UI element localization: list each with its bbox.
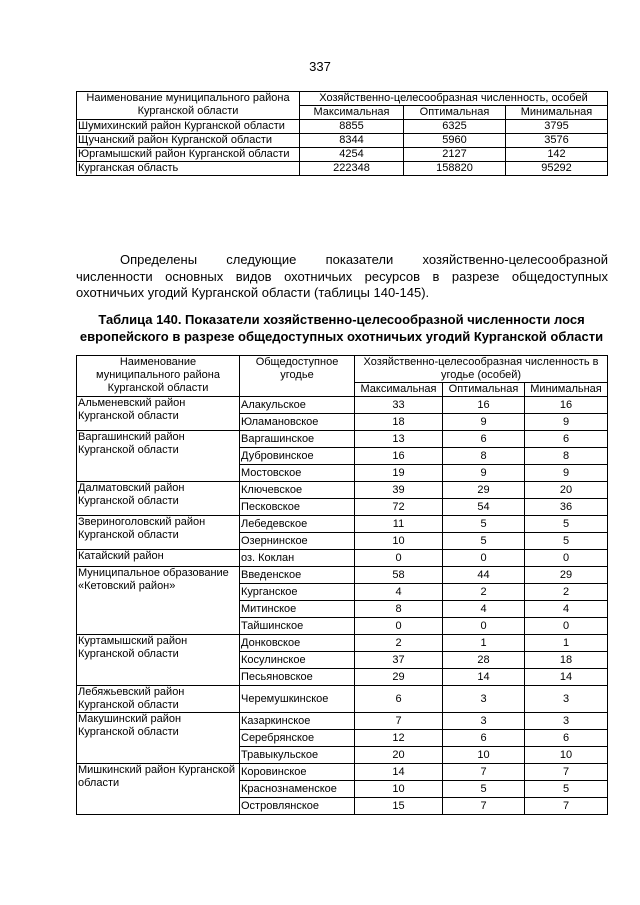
value-opt: 54 [443, 499, 525, 516]
value-max: 8344 [300, 134, 404, 148]
table-row [77, 713, 608, 730]
table-row [77, 148, 608, 162]
value-max: 15 [355, 798, 443, 815]
value-max: 7 [355, 713, 443, 730]
value-opt: 1 [443, 635, 525, 652]
value-min: 6 [525, 431, 608, 448]
value-max: 29 [355, 669, 443, 686]
value-max: 20 [355, 747, 443, 764]
value-opt: 7 [443, 798, 525, 815]
value-min: 16 [525, 397, 608, 414]
value-max: 6 [355, 686, 443, 713]
value-min: 5 [525, 781, 608, 798]
value-max: 8855 [300, 120, 404, 134]
value-min: 7 [525, 764, 608, 781]
table-row [77, 567, 608, 584]
value-min: 3 [525, 713, 608, 730]
value-min: 1 [525, 635, 608, 652]
land-name: оз. Коклан [240, 550, 355, 567]
land-name: Травыкульское [240, 747, 355, 764]
value-min: 36 [525, 499, 608, 516]
land-name: Введенское [240, 567, 355, 584]
land-name: Песьяновское [240, 669, 355, 686]
value-opt: 29 [443, 482, 525, 499]
header-land: Общедоступное угодье [240, 356, 355, 397]
value-opt: 8 [443, 448, 525, 465]
value-min: 3795 [506, 120, 608, 134]
value-opt: 5960 [404, 134, 506, 148]
value-opt: 4 [443, 601, 525, 618]
value-max: 11 [355, 516, 443, 533]
value-min: 8 [525, 448, 608, 465]
table-row [77, 397, 608, 414]
value-max: 37 [355, 652, 443, 669]
value-opt: 0 [443, 550, 525, 567]
value-min: 9 [525, 465, 608, 482]
district-name: Муниципальное образование «Кетовский район» [77, 567, 240, 635]
table-row [77, 120, 608, 134]
header-number: Хозяйственно-целесообразная численность, особей [300, 92, 608, 106]
header-max: Максимальная [300, 106, 404, 120]
table-row [77, 516, 608, 533]
district-name: Мишкинский район Курганской области [77, 764, 240, 815]
district-name: Лебяжьевский район Курганской области [77, 686, 240, 713]
value-max: 13 [355, 431, 443, 448]
table-row [77, 482, 608, 499]
district-name: Шумихинский район Курганской области [77, 120, 300, 134]
header-min: Минимальная [525, 383, 608, 397]
value-max: 58 [355, 567, 443, 584]
header-opt: Оптимальная [404, 106, 506, 120]
value-opt: 5 [443, 516, 525, 533]
value-opt: 16 [443, 397, 525, 414]
district-name: Варгашинский район Курганской области [77, 431, 240, 482]
district-name: Альменевский район Курганской области [77, 397, 240, 431]
value-opt: 9 [443, 414, 525, 431]
value-opt: 6325 [404, 120, 506, 134]
value-min: 7 [525, 798, 608, 815]
land-name: Тайшинское [240, 618, 355, 635]
land-name: Алакульское [240, 397, 355, 414]
value-max: 2 [355, 635, 443, 652]
value-opt: 6 [443, 730, 525, 747]
land-name: Казаркинское [240, 713, 355, 730]
value-opt: 5 [443, 781, 525, 798]
table-row [77, 431, 608, 448]
value-min: 2 [525, 584, 608, 601]
land-name: Коровинское [240, 764, 355, 781]
land-name: Юламановское [240, 414, 355, 431]
table-row [77, 686, 608, 713]
value-min: 18 [525, 652, 608, 669]
value-max: 16 [355, 448, 443, 465]
value-min: 10 [525, 747, 608, 764]
value-max: 72 [355, 499, 443, 516]
intro-paragraph: Определены следующие показатели хозяйственно-целесообразной численности основных видов охотничьих ресурсов в разрезе общедоступных охотничьих угодий Курганской области (таблицы 140-145). [76, 252, 608, 300]
land-name: Ключевское [240, 482, 355, 499]
value-min: 14 [525, 669, 608, 686]
value-opt: 5 [443, 533, 525, 550]
land-name: Варгашинское [240, 431, 355, 448]
value-opt: 10 [443, 747, 525, 764]
header-district: Наименование муниципального района Курганской области [77, 356, 240, 397]
value-opt: 9 [443, 465, 525, 482]
value-opt: 158820 [404, 162, 506, 176]
value-max: 18 [355, 414, 443, 431]
value-opt: 2 [443, 584, 525, 601]
value-max: 14 [355, 764, 443, 781]
header-district: Наименование муниципального района Курганской области [77, 92, 300, 120]
moose-table [76, 355, 608, 815]
header-number: Хозяйственно-целесообразная численность в угодье (особей) [355, 356, 608, 383]
table-row [77, 764, 608, 781]
value-max: 39 [355, 482, 443, 499]
value-min: 0 [525, 618, 608, 635]
page-number: 337 [309, 59, 331, 74]
value-min: 20 [525, 482, 608, 499]
table-row [77, 134, 608, 148]
district-name: Куртамышский район Курганской области [77, 635, 240, 686]
value-min: 3 [525, 686, 608, 713]
value-max: 19 [355, 465, 443, 482]
value-max: 4254 [300, 148, 404, 162]
value-opt: 7 [443, 764, 525, 781]
land-name: Серебрянское [240, 730, 355, 747]
table-row [77, 635, 608, 652]
district-name: Курганская область [77, 162, 300, 176]
table-row [77, 162, 608, 176]
value-min: 5 [525, 516, 608, 533]
value-min: 6 [525, 730, 608, 747]
district-name: Звериноголовский район Курганской области [77, 516, 240, 550]
table-row [77, 550, 608, 567]
value-opt: 3 [443, 713, 525, 730]
value-max: 8 [355, 601, 443, 618]
district-name: Макушинский район Курганской области [77, 713, 240, 764]
land-name: Курганское [240, 584, 355, 601]
value-min: 5 [525, 533, 608, 550]
value-opt: 44 [443, 567, 525, 584]
district-name: Щучанский район Курганской области [77, 134, 300, 148]
value-opt: 14 [443, 669, 525, 686]
value-min: 95292 [506, 162, 608, 176]
land-name: Песковское [240, 499, 355, 516]
district-name: Катайский район [77, 550, 240, 567]
header-opt: Оптимальная [443, 383, 525, 397]
district-name: Далматовский район Курганской области [77, 482, 240, 516]
land-name: Донковское [240, 635, 355, 652]
value-min: 29 [525, 567, 608, 584]
value-opt: 3 [443, 686, 525, 713]
value-max: 12 [355, 730, 443, 747]
value-min: 3576 [506, 134, 608, 148]
value-max: 222348 [300, 162, 404, 176]
value-max: 33 [355, 397, 443, 414]
land-name: Митинское [240, 601, 355, 618]
value-opt: 28 [443, 652, 525, 669]
land-name: Дубровинское [240, 448, 355, 465]
land-name: Озернинское [240, 533, 355, 550]
value-max: 0 [355, 550, 443, 567]
value-opt: 2127 [404, 148, 506, 162]
value-max: 10 [355, 781, 443, 798]
value-min: 4 [525, 601, 608, 618]
land-name: Черемушкинское [240, 686, 355, 713]
value-max: 4 [355, 584, 443, 601]
value-min: 142 [506, 148, 608, 162]
land-name: Косулинское [240, 652, 355, 669]
land-name: Мостовское [240, 465, 355, 482]
header-max: Максимальная [355, 383, 443, 397]
value-max: 10 [355, 533, 443, 550]
land-name: Островлянское [240, 798, 355, 815]
district-summary-table [76, 91, 608, 176]
value-opt: 0 [443, 618, 525, 635]
table-caption: Таблица 140. Показатели хозяйственно-целесообразной численности лося европейского в разрезе общедоступных охотничьих угодий Курганской области [79, 312, 604, 344]
header-min: Минимальная [506, 106, 608, 120]
value-max: 0 [355, 618, 443, 635]
district-name: Юргамышский район Курганской области [77, 148, 300, 162]
land-name: Краснознаменское [240, 781, 355, 798]
value-min: 9 [525, 414, 608, 431]
land-name: Лебедевское [240, 516, 355, 533]
value-opt: 6 [443, 431, 525, 448]
value-min: 0 [525, 550, 608, 567]
